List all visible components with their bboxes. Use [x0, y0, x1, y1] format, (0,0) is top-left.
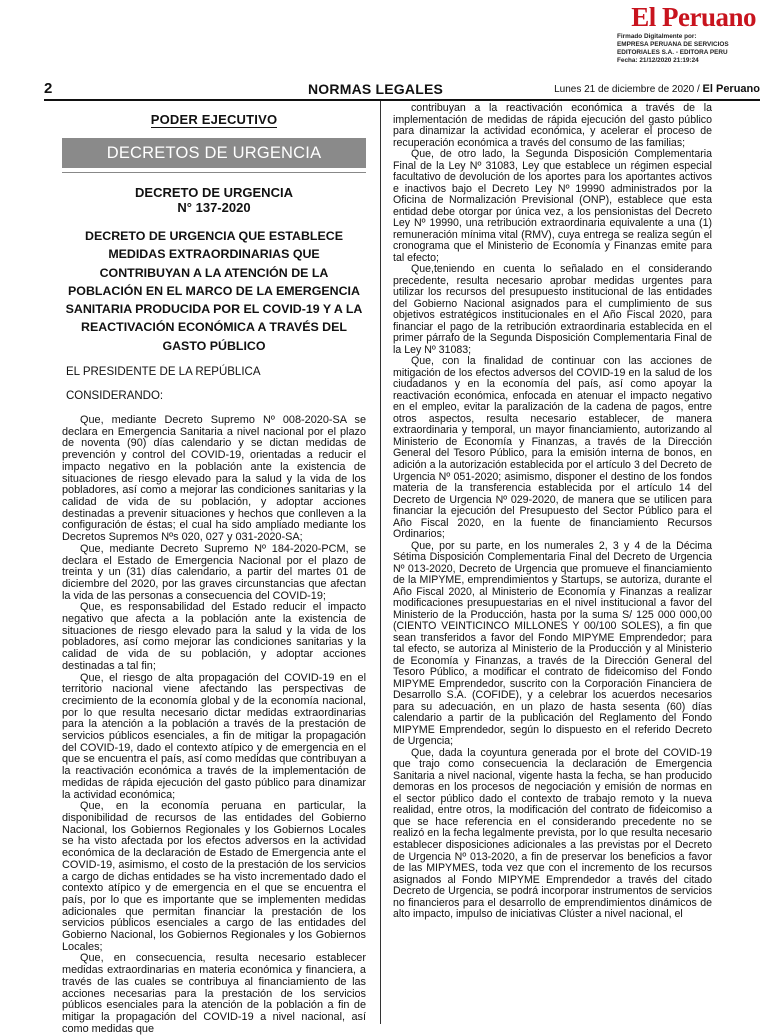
paragraph: Que, el riesgo de alta propagación del COVID-19 en el territorio nacional viene afectando las perspectivas de crecimiento de la economía global y de la economía nacional, por lo que resulta necesario dictar medidas extraordinarias para la atención a la población a través de la prestación de servicios públicos esenciales, a fin de mitigar la propagación del COVID-19, dado el contexto atípico y de emergencia en el que se encuentra el país, así como medidas que contribuyan a la reactivación económica a través de la implementación de medidas de rápida ejecución del gasto público para dinamizar la actividad económica; [62, 671, 366, 801]
page-number: 2 [44, 80, 53, 97]
considering-label: CONSIDERANDO: [66, 390, 164, 403]
signature-line-3: EDITORIALES S.A. - EDITORA PERU [617, 49, 728, 56]
paragraph: Que, dada la coyuntura generada por el brote del COVID-19 que trajo como consecuencia la declaración de Emergencia Sanitaria a nivel nacional, vigente hasta la fecha, se han producido demoras en los procesos de negociación y emisión de normas en el sector público dado el contexto de trabajo remoto y la nueva realidad, entre otros, la modificación del contrato de fideicomiso a que se hace referencia en el considerando precedente no se realizó en la fecha legalmente prevista, por lo que resulta necesario establecer disposiciones adicionales a las previstas por el Decreto de Urgencia Nº 013-2020, a fin de preservar los beneficios a favor de las MIPYMES, toda vez que con el incremento de los recursos asignados al Fondo MIPYME Emprendedor a través del citado Decreto de Urgencia, se podrá incorporar instrumentos de servicios no financieros para el desarrollo de emprendimientos dinámicos de alto impacto, impulso de iniciativas Clúster a nivel nacional, el [393, 746, 712, 921]
header-date-text: Lunes 21 de diciembre de 2020 / [554, 84, 700, 95]
decree-summary-title: DECRETO DE URGENCIA QUE ESTABLECE MEDIDAS EXTRAORDINARIAS QUE CONTRIBUYAN A LA ATENCIÓN DE LA POBLACIÓN EN EL MARCO DE LA EMERGENCIA SANITARIA PRODUCIDA POR EL COVID-19 Y A LA REACTIVACIÓN ECONÓMICA A TRAVÉS DEL GASTO PÚBLICO [65, 229, 363, 353]
column-divider [380, 101, 381, 1024]
signature-line-1: Firmado Digitalmente por: [617, 33, 697, 40]
left-column [62, 108, 366, 1035]
el-peruano-logo: El Peruano [631, 2, 756, 32]
section-title: NORMAS LEGALES [308, 81, 444, 97]
signature-line-2: EMPRESA PERUANA DE SERVICIOS [617, 41, 729, 48]
paragraph: Que, en consecuencia, resulta necesario establecer medidas extraordinarias en materia económica y financiera, a través de las cuales se contribuya al financiamiento de las acciones necesarias para la prestación de los servicios públicos esenciales para la atención de la población a fin de mitigar la propagación del COVID-19 a nivel nacional, así como medidas que [62, 952, 366, 1035]
right-body-text [393, 103, 712, 921]
header-date [554, 81, 760, 98]
paragraph: Que, con la finalidad de continuar con las acciones de mitigación de los efectos adversos del COVID-19 en la salud de los ciudadanos y en la economía del país, así como apoyar la reactivación económica, enfocada en atenuar el impacto negativo en el empleo, evitar la paralización de la cadena de pagos, entre otros aspectos, resulta necesario establecer, de manera extraordinaria y temporal, un mayor financiamiento, autorizando al Ministerio de Economía y Finanzas, a través de la Dirección General del Tesoro Público, para la emisión interna de bonos, en adición a la autorización establecida por el artículo 3 del Decreto de Urgencia Nº 051-2020; asimismo, disponer el destino de los fondos materia de la transferencia establecida por el artículo 14 del Decreto de Urgencia Nº 029-2020, de manera que se utilicen para financiar la ejecución del Presupuesto del Sector Público para el Año Fiscal 2020, en la fuente de financiamiento Recursos Ordinarios; [393, 355, 712, 541]
banner-rule [62, 172, 366, 173]
header-rule [44, 99, 760, 101]
paragraph: contribuyan a la reactivación económica a través de la implementación de medidas de rápida ejecución del gasto público para dinamizar la actividad económica, y acelerar el proceso de recuperación económica a través del consumo de las familias; [393, 102, 712, 149]
left-body-text [62, 415, 366, 1035]
branch-heading-text: PODER EJECUTIVO [150, 112, 278, 127]
header-paper-name: El Peruano [702, 83, 760, 95]
paragraph: Que,teniendo en cuenta lo señalado en el considerando precedente, resulta necesario aprobar medidas urgentes para utilizar los recursos del presupuesto institucional de las entidades del Gobierno Nacional asignados para el cumplimiento de sus objetivos estratégicos institucionales en el Año Fiscal 2020, para financiar el pago de la retribución extraordinaria establecida en el primer párrafo de la Segunda Disposición Complementaria Final de la Ley Nº 31083; [393, 263, 712, 356]
paragraph: Que, de otro lado, la Segunda Disposición Complementaria Final de la Ley Nº 31083, Ley que establece un régimen especial facultativo de devolución de los aportes para los aportantes activos e inactivos bajo el Decreto Ley Nº 19990 administrados por la Oficina de Normalización Previsional (ONP), establece que esta entidad debe otorgar por única vez, a los pensionistas del Decreto Ley Nº 19990, una retribución extraordinaria equivalente a una (1) remuneración mínima vital (RMV), cuya entrega se realiza según el cronograma que el Ministerio de Economía y Finanzas emite para tal efecto; [393, 148, 712, 264]
decree-number: N° 137-2020 [177, 200, 251, 215]
paragraph: Que, mediante Decreto Supremo Nº 008-2020-SA se declara en Emergencia Sanitaria a nivel nacional por el plazo de noventa (90) días calendario y se dictan medidas de prevención y control del COVID-19, orientadas a reducir el impacto negativo en la población ante la existencia de situaciones de riesgo elevado para la salud y la vida de los pobladores, así como a mejorar las condiciones sanitarias y la calidad de vida de su población, y adoptar acciones destinadas a prevenir situaciones y hechos que conlleven a la configuración de éstas; el cual ha sido ampliado mediante los Decretos Supremos Nºs 020, 027 y 031-2020-SA; [62, 414, 366, 544]
category-banner: DECRETOS DE URGENCIA [62, 138, 366, 168]
signature-line-4: Fecha: 21/12/2020 21:19:24 [617, 57, 699, 64]
paragraph: Que, en la economía peruana en particular, la disponibilidad de recursos de las entidades del Gobierno Nacional, los Gobiernos Regionales y los Gobiernos Locales se ha visto afectada por los efectos adversos en la actividad económica de la declaración de Estado de Emergencia ante el COVID-19, asimismo, el costo de la prestación de los servicios a cargo de dichas entidades se ha visto incrementado dado el contexto atípico y de emergencia en el que se encuentra el país, por lo que es importante que se implementen medidas adicionales que permitan financiar la prestación de los servicios públicos esenciales a cargo de las entidades del Gobierno Nacional, los Gobiernos Regionales y los Gobiernos Locales; [62, 800, 366, 953]
digital-signature-block [617, 33, 762, 65]
right-column [393, 103, 712, 1024]
branch-heading [62, 112, 366, 128]
president-line: EL PRESIDENTE DE LA REPÚBLICA [66, 366, 261, 379]
page-header [44, 80, 760, 98]
paragraph: Que, por su parte, en los numerales 2, 3 y 4 de la Décima Sétima Disposición Complementaria Final del Decreto de Urgencia Nº 013-2020, Decreto de Urgencia que promueve el financiamiento de la MIPYME, emprendimientos y Startups, se autoriza, durante el Año Fiscal 2020, al Ministerio de Economía y Finanzas a realizar modificaciones presupuestarias en el nivel institucional a favor del Ministerio de la Producción, hasta por la suma S/ 125 000 000,00 (CIENTO VEINTICINCO MILLONES Y 00/100 SOLES), a fin que sean transferidos a favor del Fondo MIPYME Emprendedor; para tal efecto, se autoriza al Ministerio de la Producción y al Ministerio de Economía y Finanzas, a través de la Dirección General del Tesoro Público, a modificar el contrato de fideicomiso del Fondo MIPYME Emprendedor, suscrito con la Corporación Financiera de Desarrollo S.A. (COFIDE), y a celebrar los acuerdos necesarios para su adecuación, en un plazo de hasta sesenta (60) días calendario a partir de la publicación del Reglamento del Fondo MIPYME Emprendedor, según lo dispuesto en el referido Decreto de Urgencia; [393, 539, 712, 748]
paragraph: Que, mediante Decreto Supremo Nº 184-2020-PCM, se declara el Estado de Emergencia Nacional por el plazo de treinta y un (31) días calendario, a partir del martes 01 de diciembre del 2020, por las graves circunstancias que afectan la vida de las personas a consecuencia del COVID-19; [62, 542, 366, 602]
paragraph: Que, es responsabilidad del Estado reducir el impacto negativo que afecta a la población ante la existencia de situaciones de riesgo elevado para la salud y la vida de los pobladores, así como mejorar las condiciones sanitarias y la calidad de vida de su población, y adoptar acciones destinadas a tal fin; [62, 601, 366, 672]
decree-title: DECRETO DE URGENCIA [135, 185, 293, 200]
